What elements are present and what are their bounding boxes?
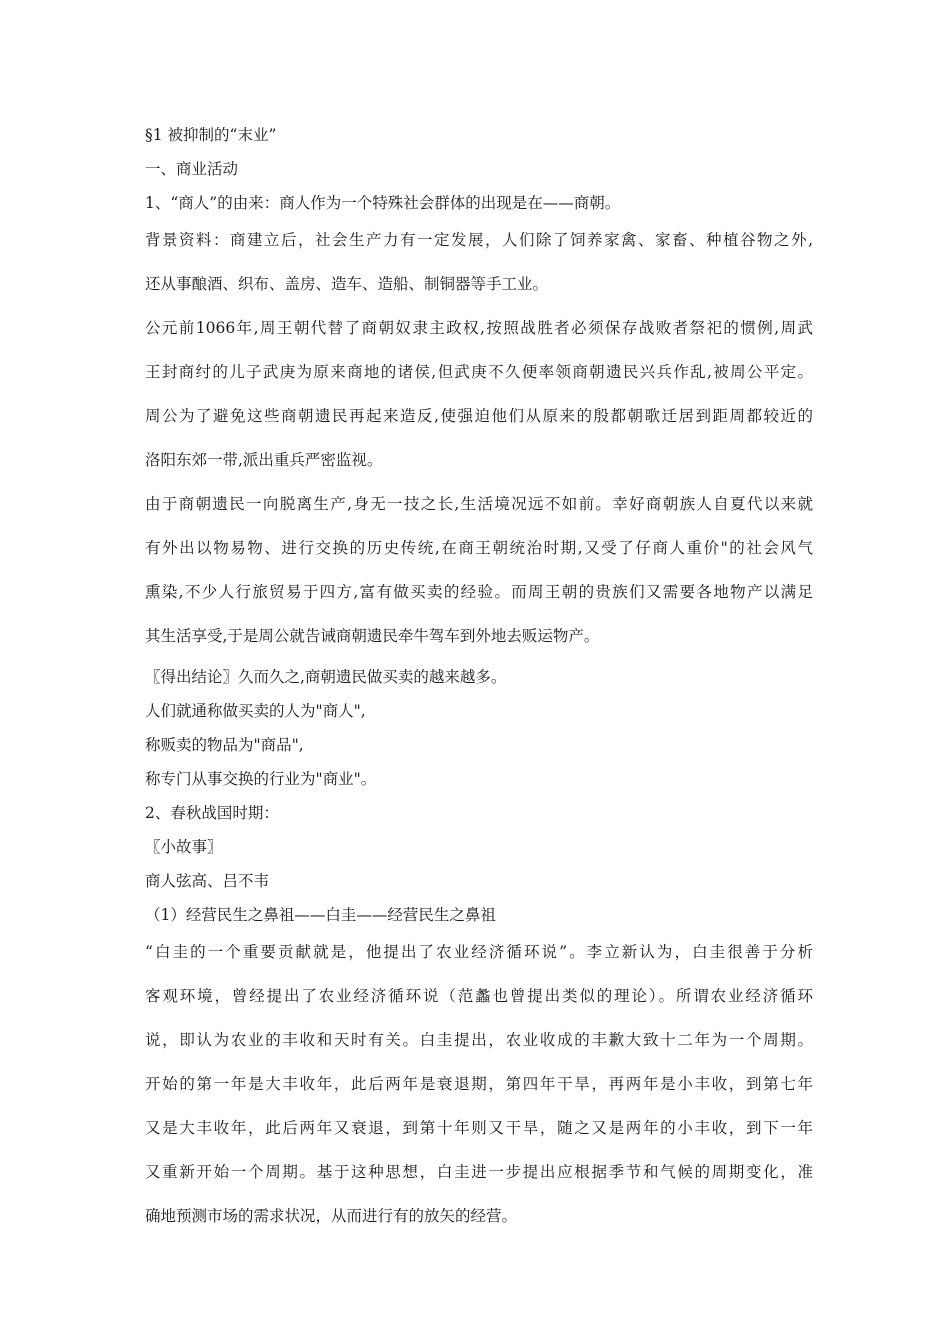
- text-line: 又是大丰收年，此后两年又衰退，到第十年则又干旱，随之又是两年的小丰收，到下一年: [145, 1119, 813, 1137]
- text-line: 〖小故事〗: [145, 838, 223, 856]
- text-line: 1、“商人”的由来：商人作为一个特殊社会群体的出现是在——商朝。: [145, 194, 621, 212]
- text-line: 称专门从事交换的行业为"商业"。: [145, 770, 377, 788]
- text-line: 一、商业活动: [145, 160, 239, 178]
- text-line: 客观环境，曾经提出了农业经济循环说（范蠡也曾提出类似的理论）。所谓农业经济循环: [145, 987, 813, 1005]
- text-line: 人们就通称做买卖的人为"商人",: [145, 702, 366, 720]
- text-line: 说，即认为农业的丰收和天时有关。白圭提出，农业收成的丰歉大致十二年为一个周期。: [145, 1031, 813, 1049]
- text-line: 王封商纣的儿子武庚为原来商地的诸侯,但武庚不久便率领商朝遗民兴兵作乱,被周公平定。: [145, 363, 813, 381]
- text-line: 其生活享受,于是周公就告诫商朝遗民牵牛驾车到外地去贩运物产。: [145, 627, 600, 645]
- document-page: [145, 118, 813, 1240]
- text-line: 背景资料：商建立后，社会生产力有一定发展，人们除了饲养家禽、家畜、种植谷物之外,: [145, 231, 813, 249]
- text-line: 称贩卖的物品为"商品",: [145, 736, 304, 754]
- text-line: §1 被抑制的“末业”: [145, 126, 277, 144]
- text-line: “白圭的一个重要贡献就是，他提出了农业经济循环说”。李立新认为，白圭很善于分析: [145, 943, 813, 961]
- text-line: （1）经营民生之鼻祖——白圭——经营民生之鼻祖: [145, 906, 496, 924]
- text-line: 商人弦高、吕不韦: [145, 872, 270, 890]
- text-line: 周公为了避免这些商朝遗民再起来造反,使强迫他们从原来的殷都朝歌迁居到距周都较近的: [145, 407, 813, 425]
- text-line: 洛阳东郊一带,派出重兵严密监视。: [145, 451, 383, 469]
- text-line: 开始的第一年是大丰收年，此后两年是衰退期，第四年干旱，再两年是小丰收，到第七年: [145, 1075, 813, 1093]
- text-line: 由于商朝遗民一向脱离生产,身无一技之长,生活境况远不如前。幸好商朝族人自夏代以来就: [145, 495, 813, 513]
- text-line: 〖得出结论〗久而久之,商朝遗民做买卖的越来越多。: [145, 668, 507, 686]
- text-line: 公元前1066年,周王朝代替了商朝奴隶主政权,按照战胜者必须保存战败者祭祀的惯例,周武: [145, 319, 813, 337]
- text-line: 2、春秋战国时期：: [145, 804, 279, 822]
- text-line: 熏染,不少人行旅贸易于四方,富有做买卖的经验。而周王朝的贵族们又需要各地物产以满足: [145, 583, 813, 601]
- text-line: 又重新开始一个周期。基于这种思想，白圭进一步提出应根据季节和气候的周期变化，准: [145, 1163, 813, 1181]
- text-line: 有外出以物易物、进行交换的历史传统,在商王朝统治时期,又受了仔商人重价"的社会风气: [145, 539, 813, 557]
- text-line: 还从事酿酒、织布、盖房、造车、造船、制铜器等手工业。: [145, 275, 549, 293]
- text-line: 确地预测市场的需求状况，从而进行有的放矢的经营。: [145, 1207, 518, 1225]
